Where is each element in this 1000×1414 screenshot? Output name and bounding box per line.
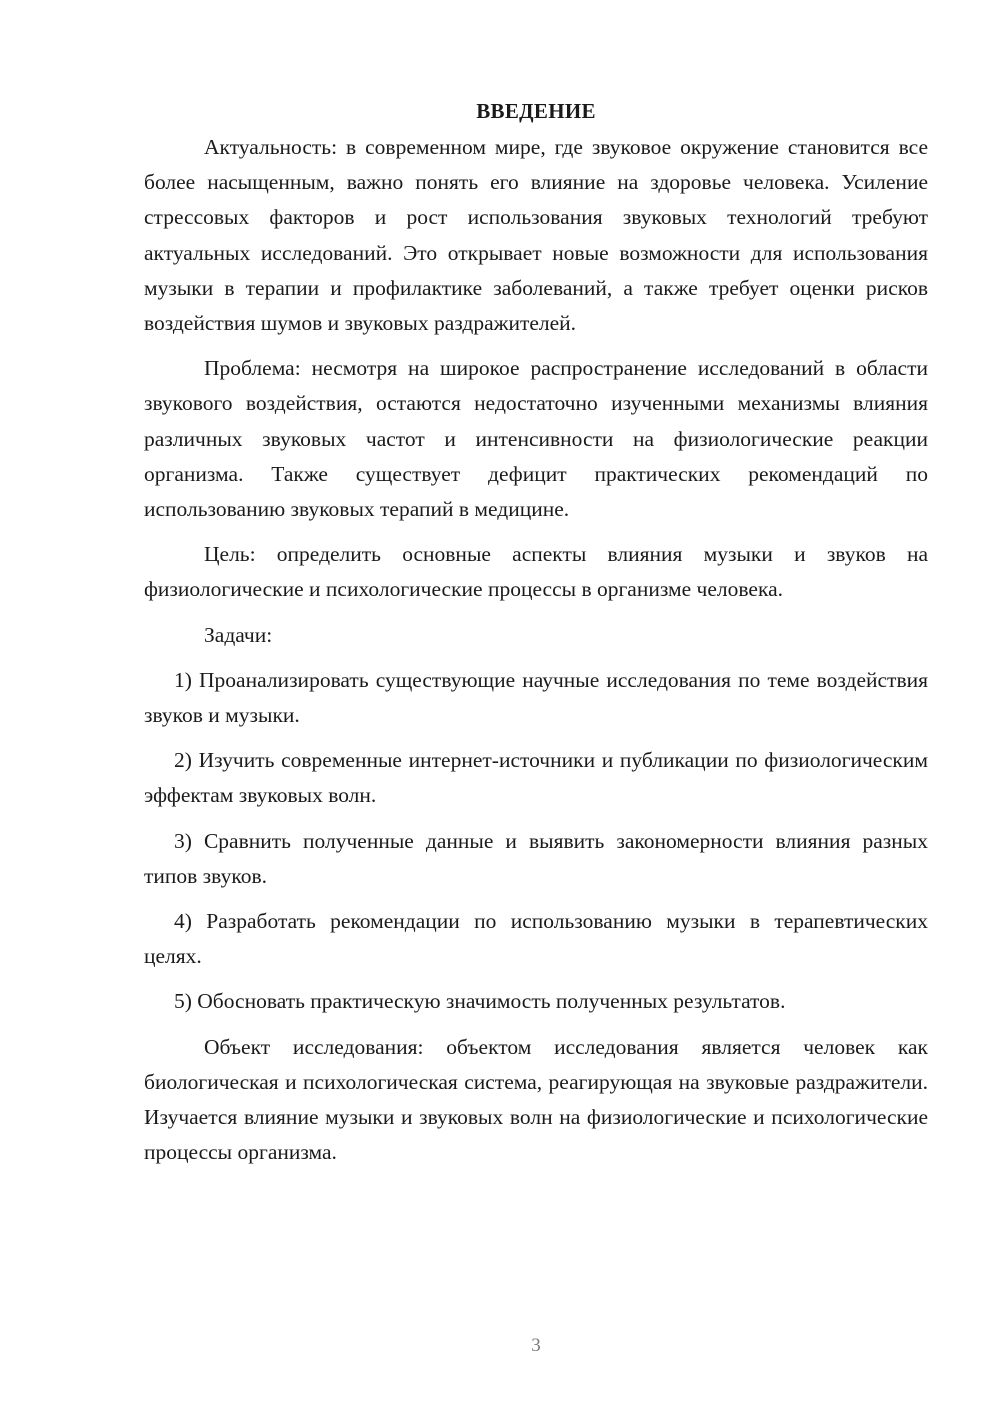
tasks-heading: Задачи: — [204, 622, 273, 647]
task-item-4: 4) Разработать рекомендации по использованию музыки в терапевтических целях. — [144, 909, 928, 969]
task-item-5: 5) Обосновать практическую значимость полученных результатов. — [174, 989, 786, 1014]
object-paragraph: Объект исследования: объектом исследования является человек как биологическая и психологическая система, реагирующая на звуковые раздражители. Изучается влияние музыки и звуковых волн на физиологические и психологические процессы организма. — [144, 1034, 928, 1165]
goal-paragraph: Цель: определить основные аспекты влияния музыки и звуков на физиологические и психологические процессы в организме человека. — [144, 542, 928, 602]
task-item-2: 2) Изучить современные интернет-источники и публикации по физиологическим эффектам звуковых волн. — [144, 748, 928, 808]
page-content — [144, 96, 928, 1180]
page-title: ВВЕДЕНИЕ — [476, 99, 596, 123]
task-item-1: 1) Проанализировать существующие научные исследования по теме воздействия звуков и музыки. — [144, 667, 928, 728]
relevance-paragraph: Актуальность: в современном мире, где звуковое окружение становится все более насыщенным, важно понять его влияние на здоровье человека. Усиление стрессовых факторов и рост использования звуковых технологий требуют актуальных исследований. Это открывает новые возможности для использования музыки в терапии и профилактике заболеваний, а также требует оценки рисков воздействия шумов и звуковых раздражителей. — [144, 135, 928, 336]
problem-paragraph: Проблема: несмотря на широкое распространение исследований в области звукового воздействия, остаются недостаточно изученными механизмы влияния различных звуковых частот и интенсивности на физиологические реакции организма. Также существует дефицит практических рекомендаций по использованию звуковых терапий в медицине. — [144, 356, 928, 522]
task-item-3: 3) Сравнить полученные данные и выявить закономерности влияния разных типов звуков. — [144, 828, 928, 888]
page-number: 3 — [531, 1335, 541, 1356]
